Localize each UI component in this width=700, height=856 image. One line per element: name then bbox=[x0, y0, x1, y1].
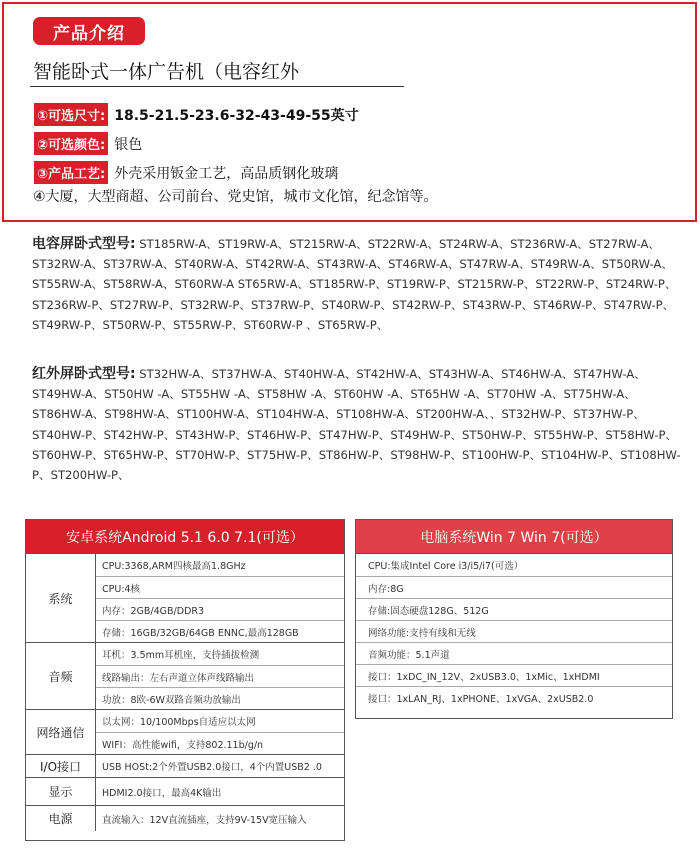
spec-color-label: ②可选颜色: bbox=[34, 132, 108, 155]
spec-row: 存储：16GB/32GB/64GB ENNC,最高128GB bbox=[96, 620, 344, 642]
spec-row: CPU:4核 bbox=[96, 576, 344, 598]
pc-title: 电脑系统Win 7 Win 7(可选） bbox=[356, 520, 672, 553]
group-label: 网络通信 bbox=[26, 710, 96, 754]
group-label: 系统 bbox=[26, 554, 96, 642]
capacitive-list: ST185RW-A、ST19RW-A、ST215RW-A、ST22RW-A、ST24RW-A、ST236RW-A、ST27RW-A、ST32RW-A、ST37RW-A、ST40RW-A、ST42RW-A、ST43RW-A、ST46RW-A、ST47RW-A、ST49RW-A、ST50RW-A、ST55RW-A、ST58RW-A、ST60RW-A ST65RW-A、ST185RW-P、ST19RW-P、ST215RW-P、ST22RW-P、ST24RW-P、ST236RW-P、ST27RW-P、ST32RW-P、ST37RW-P、ST40RW-P、ST42RW-P、ST43RW-P、ST46RW-P、ST47RW-P、ST49RW-P、ST50RW-P、ST55RW-P、ST60RW-P 、ST65RW-P、 bbox=[32, 237, 677, 332]
group-label: 音频 bbox=[26, 643, 96, 709]
spec-size bbox=[34, 103, 359, 126]
spec-row: WIFI：高性能wifi，支持802.11b/g/n bbox=[96, 732, 344, 754]
spec-row: 耳机：3.5mm耳机座，支持插拔检测 bbox=[102, 650, 260, 661]
spec-row: 内存:8G bbox=[356, 576, 672, 598]
spec-row: CPU:3368,ARM四核最高1.8GHz bbox=[102, 561, 246, 572]
spec-row: 网络功能:支持有线和无线 bbox=[356, 620, 672, 642]
infrared-label: 红外屏卧式型号: bbox=[32, 366, 136, 382]
android-spec-table bbox=[25, 519, 345, 841]
spec-row: 接口：1xDC_IN_12V、2xUSB3.0、1xMic、1xHDMI bbox=[356, 664, 672, 686]
spec-craft-value: 外壳采用钣金工艺，高品质钢化玻璃 bbox=[114, 165, 339, 182]
spec-color-value: 银色 bbox=[114, 136, 143, 153]
spec-craft-label: ③产品工艺: bbox=[34, 161, 108, 184]
spec-row: 线路输出：左右声道立体声线路输出 bbox=[96, 665, 344, 687]
capacitive-models bbox=[32, 234, 682, 335]
group-label: 电源 bbox=[26, 806, 96, 831]
spec-color bbox=[34, 132, 142, 155]
product-headline: 智能卧式一体广告机（电容红外 bbox=[33, 61, 300, 83]
spec-size-label: ①可选尺寸: bbox=[34, 103, 108, 126]
pc-spec-table bbox=[355, 519, 673, 719]
group-display bbox=[26, 777, 344, 805]
usage-line bbox=[33, 186, 438, 206]
spec-row: USB HOSt:2个外置USB2.0接口，4个内置USB2 .0 bbox=[102, 762, 322, 773]
infrared-list: ST32HW-A、ST37HW-A、ST40HW-A、ST42HW-A、ST43HW-A、ST46HW-A、ST47HW-A、ST49HW-A、ST50HW -A、ST55HW -A、ST58HW -A、ST60HW -A、ST65HW -A、ST70HW -A、ST75HW-A、ST86HW-A、ST98HW-A、ST100HW-A、ST104HW-A、ST108HW-A、ST200HW-A、、ST32HW-P、ST37HW-P、ST40HW-P、ST42HW-P、ST43HW-P、ST46HW-P、ST47HW-P、ST49HW-P、ST50HW-P、ST55HW-P、ST58HW-P、ST60HW-P、ST65HW-P、ST70HW-P、ST75HW-P、ST86HW-P、ST98HW-P、ST100HW-P、ST104HW-P、ST108HW-P、ST200HW-P、 bbox=[32, 367, 681, 483]
spec-craft bbox=[34, 161, 338, 184]
usage-text: ④大厦，大型商超、公司前台、党史馆，城市文化馆，纪念馆等。 bbox=[33, 189, 438, 205]
spec-row: 内存：2GB/4GB/DDR3 bbox=[96, 598, 344, 620]
headline-underline bbox=[30, 86, 404, 87]
spec-row: 存储:固态硬盘128G、512G bbox=[356, 598, 672, 620]
android-title: 安卓系统Android 5.1 6.0 7.1(可选） bbox=[26, 520, 344, 553]
group-label: I/O接口 bbox=[26, 755, 96, 777]
intro-tag: 产品介绍 bbox=[33, 17, 145, 45]
group-label: 显示 bbox=[26, 778, 96, 805]
group-system bbox=[26, 553, 344, 642]
spec-row: 音频功能：5.1声道 bbox=[356, 642, 672, 664]
spec-row: 功放：8欧-6W双路音频功放输出 bbox=[96, 687, 344, 709]
group-audio bbox=[26, 642, 344, 709]
spec-row: 直流输入：12V直流插座，支持9V-15V宽压输入 bbox=[102, 814, 307, 826]
group-io bbox=[26, 754, 344, 777]
group-power bbox=[26, 805, 344, 831]
capacitive-label: 电容屏卧式型号: bbox=[32, 236, 136, 252]
spec-row: CPU:集成Intel Core i3/i5/i7(可选） bbox=[368, 561, 524, 572]
spec-row: 以太网：10/100Mbps自适应以太网 bbox=[102, 717, 256, 728]
spec-size-value: 18.5-21.5-23.6-32-43-49-55英寸 bbox=[114, 107, 359, 124]
infrared-models bbox=[32, 364, 682, 485]
spec-row: HDMI2.0接口，最高4K输出 bbox=[102, 787, 222, 799]
spec-row: 接口：1xLAN_RJ、1xPHONE、1xVGA、2xUSB2.0 bbox=[356, 686, 672, 708]
group-network bbox=[26, 709, 344, 754]
